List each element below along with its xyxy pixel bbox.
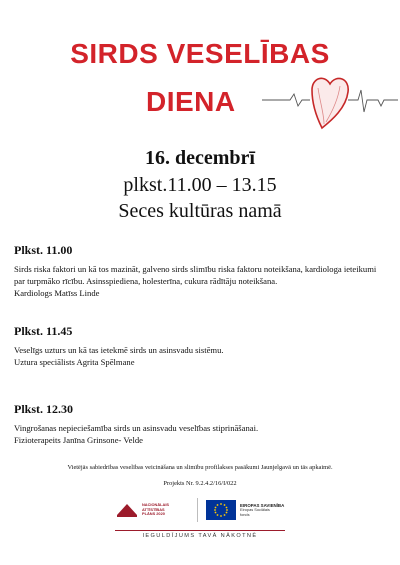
session-description: Sirds riska faktori un kā tos mazināt, galveno sirds slimību riska faktoru noteikšana, kardiologa ieteikumi par turpmāko rīcību. Asinsspiediena, holesterīna, cukura rādītāju noteikšana. <box>14 264 377 286</box>
footer-note: Vietējās sabiedrības veselības veicināšana un slimību profilakses pasākumi Jaunjelgavā un tās apkaimē. <box>67 464 333 471</box>
nap-logo <box>115 497 189 523</box>
eu-logo <box>206 500 284 520</box>
session-speaker: Uztura speciālists Agrita Spēlmane <box>14 357 135 367</box>
session-description: Vingrošanas nepieciešamība sirds un asinsvadu veselības stiprināšanai. <box>14 423 259 433</box>
eu-logo-line: Eiropas Sociālais <box>240 506 270 512</box>
event-time: plkst.11.00 – 13.15 <box>123 174 277 196</box>
session-3 <box>14 402 386 446</box>
nap-logo-line: NACIONĀLAIS <box>142 502 170 508</box>
eu-logo-line: fonds <box>240 511 250 517</box>
title-line-1: SIRDS VESELĪBAS <box>70 38 330 69</box>
session-time: Plkst. 12.30 <box>14 402 74 416</box>
session-2 <box>14 324 386 368</box>
slogan: IEGULDĪJUMS TAVĀ NĀKOTNĒ <box>142 533 258 539</box>
nap-emblem-icon <box>115 501 139 519</box>
session-speaker: Fizioterapeits Janīna Grinsone- Velde <box>14 435 143 445</box>
eu-flag-icon <box>206 500 236 520</box>
event-date: 16. decembrī <box>145 147 255 169</box>
heart-ecg-icon <box>262 70 398 136</box>
funding-logos <box>115 497 285 523</box>
session-speaker: Kardiologs Matīss Linde <box>14 288 100 298</box>
session-1 <box>14 243 386 299</box>
session-description: Veselīgs uzturs un kā tas ietekmē sirds un asinsvadu sistēmu. <box>14 345 224 355</box>
event-venue: Seces kultūras namā <box>118 200 282 222</box>
eu-logo-title: EIROPAS SAVIENĪBA <box>240 502 285 508</box>
nap-logo-line: PLĀNS 2020 <box>142 511 165 517</box>
logo-divider <box>197 498 198 522</box>
nap-logo-line: ATTĪSTĪBAS <box>142 506 165 512</box>
session-time: Plkst. 11.45 <box>14 324 73 338</box>
session-time: Plkst. 11.00 <box>14 243 73 257</box>
project-number: Projekts Nr. 9.2.4.2/16/I/022 <box>163 480 237 487</box>
title-line-2: DIENA <box>146 86 236 117</box>
slogan-divider <box>115 530 285 531</box>
